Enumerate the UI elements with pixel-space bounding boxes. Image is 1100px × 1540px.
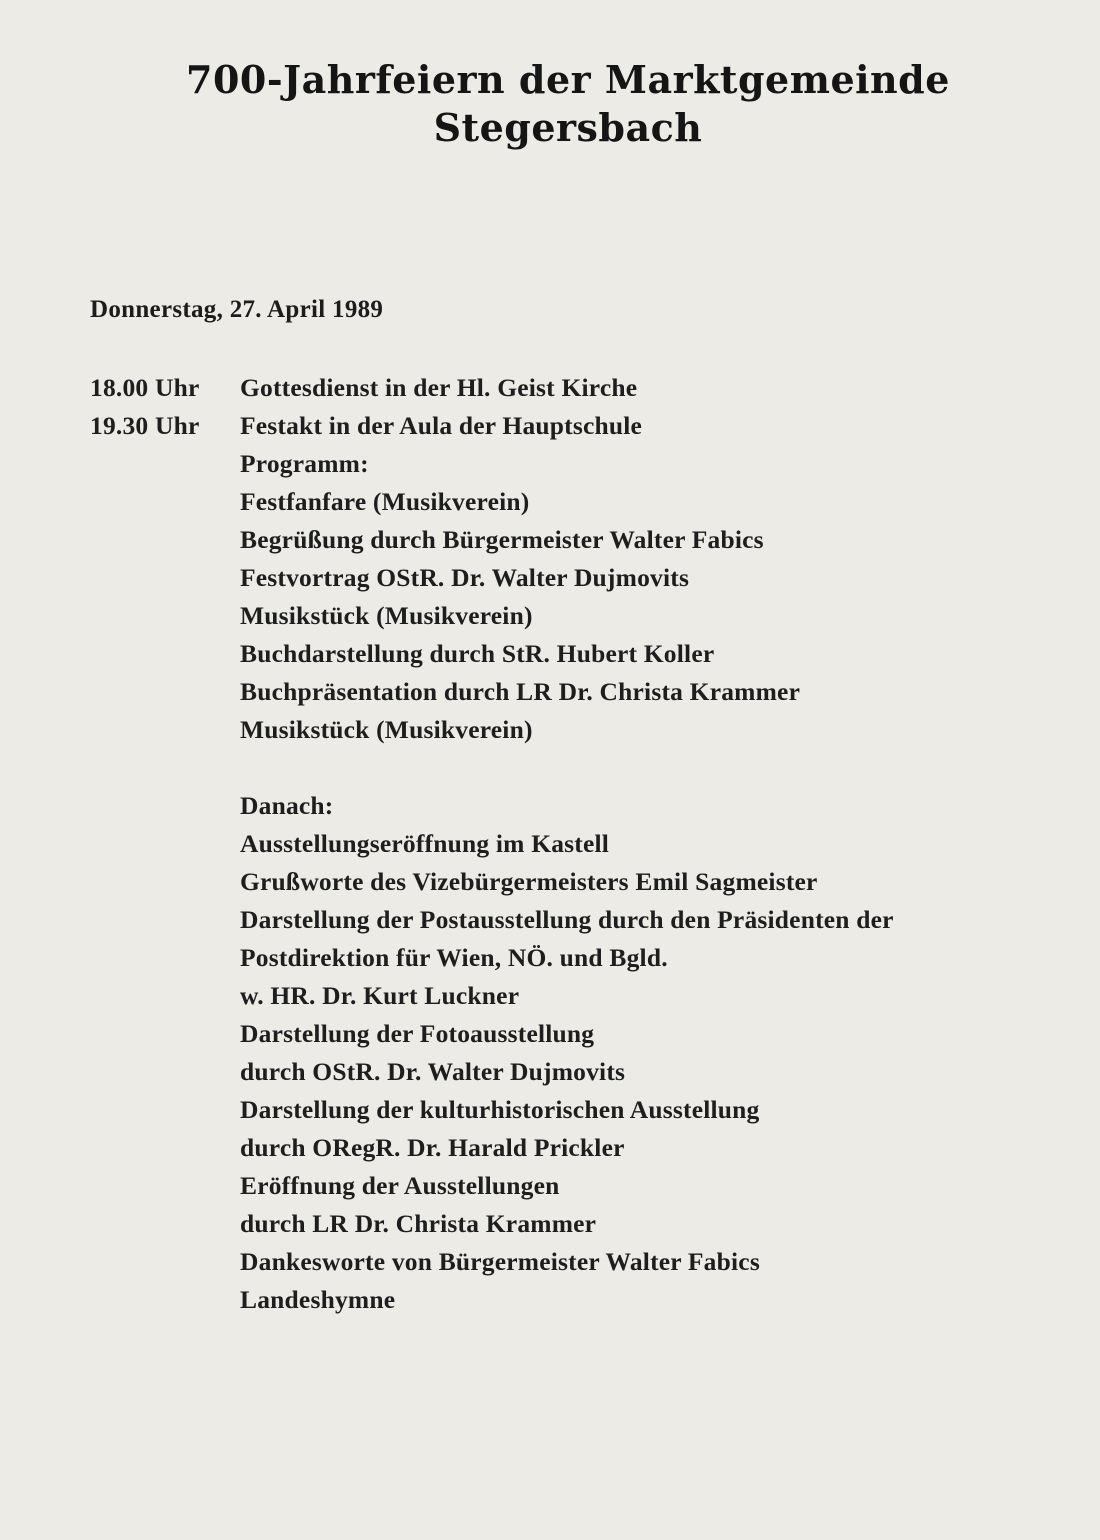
schedule-text-2: Festakt in der Aula der Hauptschule [240, 411, 643, 440]
programm-item: Musikstück (Musikverein) [240, 715, 533, 744]
danach-item: durch OStR. Dr. Walter Dujmovits [240, 1057, 626, 1086]
page-title-line-2: Stegersbach [433, 105, 703, 150]
programm-item: Musikstück (Musikverein) [240, 601, 533, 630]
programm-item: Buchpräsentation durch LR Dr. Christa Krammer [240, 677, 801, 706]
danach-item: durch ORegR. Dr. Harald Prickler [240, 1133, 625, 1162]
programm-item: Begrüßung durch Bürgermeister Walter Fabics [240, 525, 764, 554]
danach-item: Eröffnung der Ausstellungen [240, 1171, 560, 1200]
schedule-time-1: 18.00 Uhr [90, 373, 200, 402]
event-date: Donnerstag, 27. April 1989 [90, 296, 384, 323]
schedule-time-2: 19.30 Uhr [90, 411, 200, 440]
programm-item: Festfanfare (Musikverein) [240, 487, 530, 516]
programm-item: Festvortrag OStR. Dr. Walter Dujmovits [240, 563, 690, 592]
schedule-text-1: Gottesdienst in der Hl. Geist Kirche [240, 373, 638, 402]
danach-item: w. HR. Dr. Kurt Luckner [240, 981, 520, 1010]
danach-item: Grußworte des Vizebürgermeisters Emil Sagmeister [240, 867, 818, 896]
danach-item: Ausstellungseröffnung im Kastell [240, 829, 610, 858]
danach-item: durch LR Dr. Christa Krammer [240, 1209, 597, 1238]
danach-item: Dankesworte von Bürgermeister Walter Fabics [240, 1247, 760, 1276]
danach-item: Darstellung der kulturhistorischen Ausstellung [240, 1095, 760, 1124]
programm-heading: Programm: [240, 449, 369, 478]
programm-item: Buchdarstellung durch StR. Hubert Koller [240, 639, 715, 668]
danach-item: Landeshymne [240, 1285, 396, 1314]
danach-item: Postdirektion für Wien, NÖ. und Bgld. [240, 943, 668, 972]
page-title-line-1: 700-Jahrfeiern der Marktgemeinde [186, 57, 950, 102]
danach-heading: Danach: [240, 791, 334, 820]
danach-item: Darstellung der Postausstellung durch den Präsidenten der [240, 905, 894, 934]
danach-item: Darstellung der Fotoausstellung [240, 1019, 595, 1048]
